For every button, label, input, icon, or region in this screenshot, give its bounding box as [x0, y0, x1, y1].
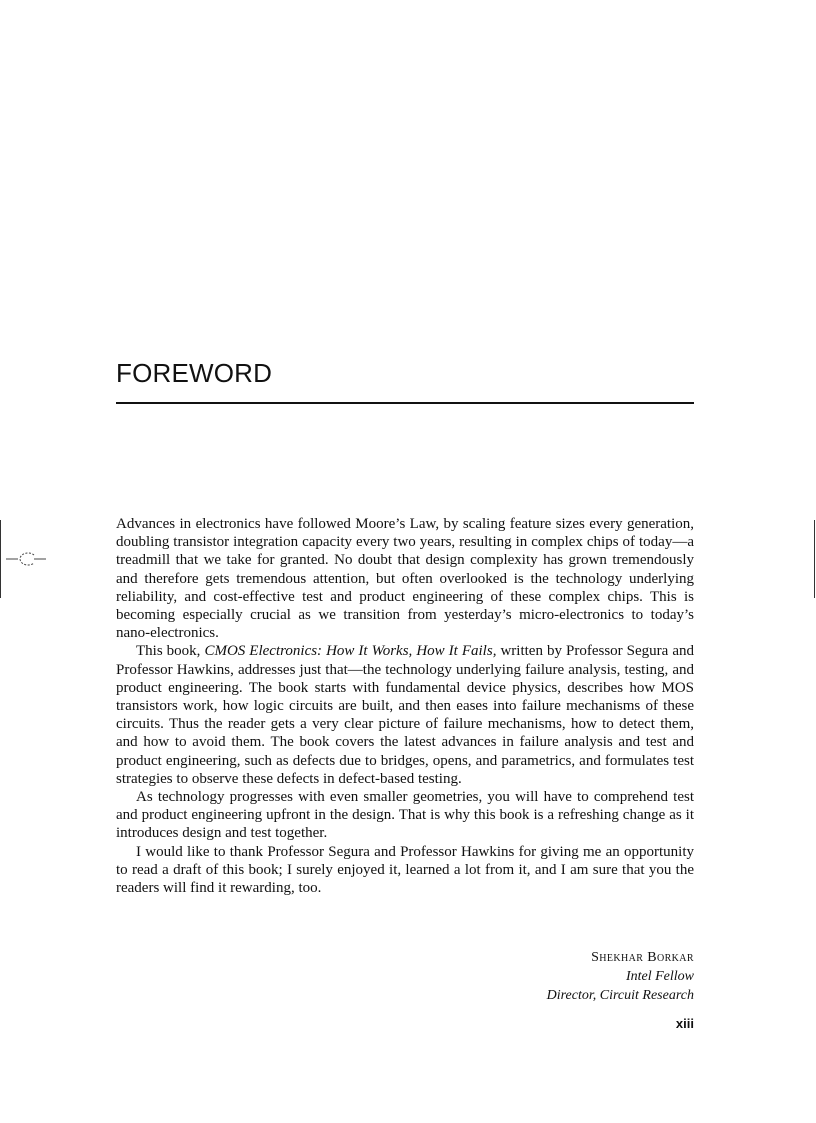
paragraph-3: As technology progresses with even smaller geometries, you will have to comprehend test and product engineering upfront in the design. That is why this book is a refreshing change as it introduces design and test together. — [116, 789, 694, 842]
author-title-1: Intel Fellow — [625, 969, 694, 984]
paragraph-1: Advances in electronics have followed Moore’s Law, by scaling feature sizes every generation, doubling transistor integration capacity every two years, resulting in complex chips of today—a treadmill that we take for granted. No doubt that design complexity has grown tremendously and therefore gets tremendous attention, but often overlooked is the technology underlying reliability, and cost-effective test and product engineering of these complex chips. This is becoming especially crucial as we transition from yesterday’s micro-electronics to today’s nano-electronics. — [116, 516, 694, 642]
foreword-body — [116, 515, 694, 897]
book-title: CMOS Electronics: How It Works, How It Fails, — [204, 643, 497, 660]
paragraph-2-lead: This book, — [136, 643, 205, 660]
paragraph-2 — [116, 642, 694, 788]
paragraph-2-rest: written by Professor Segura and Professor Hawkins, addresses just that—the technology underlying failure analysis, testing, and product engineering. The book starts with fundamental device physics, describes how MOS transistors work, how logic circuits are built, and then eases into failure mechanisms of these circuits. Thus the reader gets a very clear picture of failure mechanisms, how to detect them, and how to avoid them. The book covers the latest advances in failure analysis and test and product engineering, such as defects due to bridges, opens, and parametrics, and formulates test strategies to observe these defects in defect-based testing. — [116, 643, 694, 787]
author-title-2: Director, Circuit Research — [546, 988, 694, 1003]
signature-block — [547, 948, 694, 1005]
page-title: FOREWORD — [116, 358, 273, 388]
author-name: Shekhar Borkar — [591, 950, 694, 965]
title-rule — [116, 402, 694, 404]
page-number: xiii — [675, 1016, 694, 1031]
crop-mark-right — [814, 520, 815, 598]
registration-mark-icon — [6, 552, 46, 566]
crop-mark-left — [0, 520, 1, 598]
paragraph-4: I would like to thank Professor Segura and Professor Hawkins for giving me an opportunity to read a draft of this book; I surely enjoyed it, learned a lot from it, and I am sure that you the readers will find it rewarding, too. — [116, 843, 694, 897]
